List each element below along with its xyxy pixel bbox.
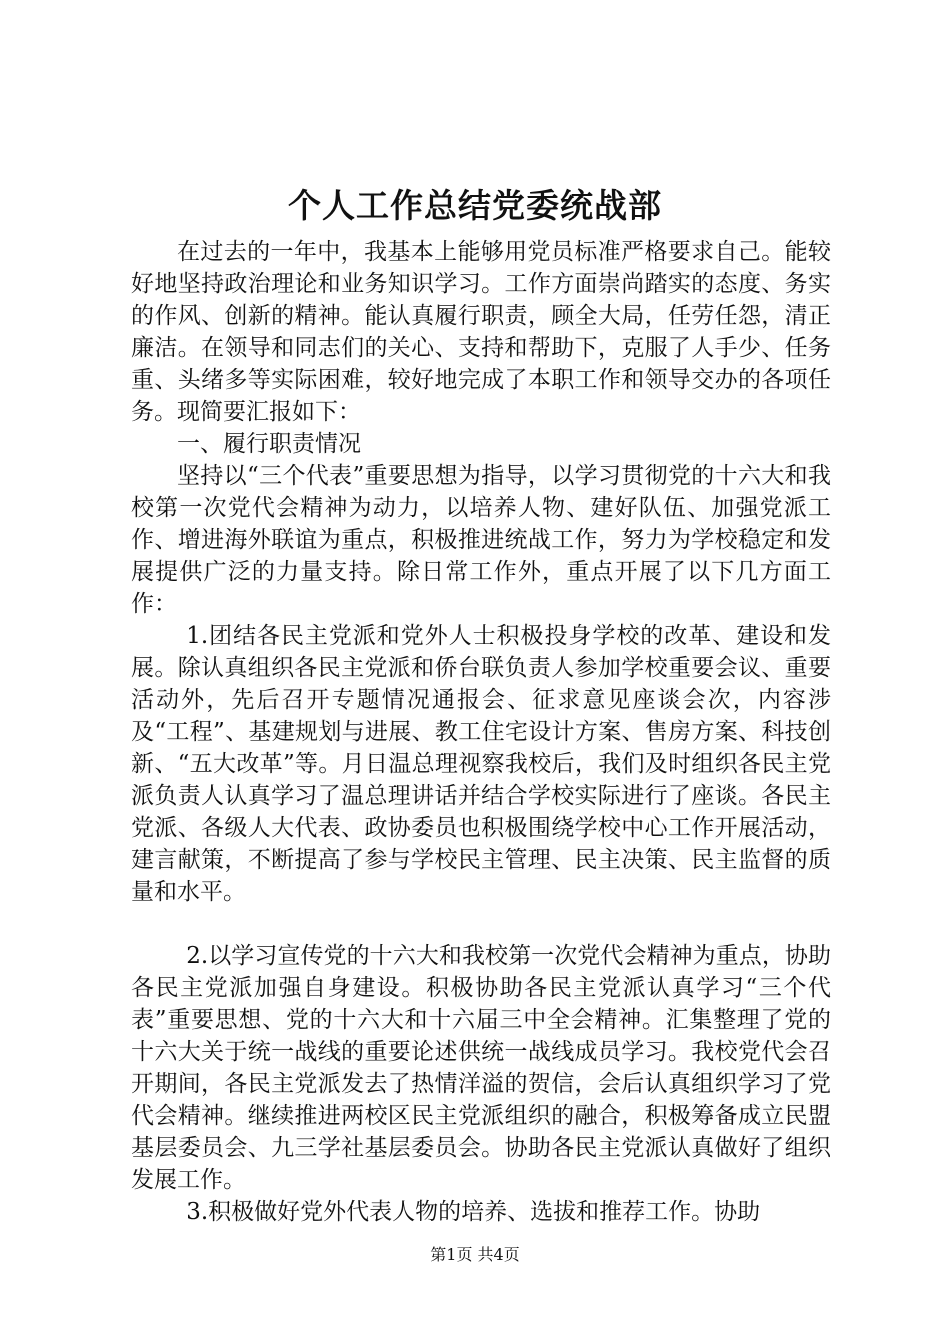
document-body (131, 236, 831, 1228)
section-heading: 一、履行职责情况 (177, 431, 361, 457)
item-paragraph-2: 2.以学习宣传党的十六大和我校第一次党代会精神为重点，协助各民主党派加强自身建设。积极协助各民主党派认真学习“三个代表”重要思想、党的十六大和十六届三中全会精神。汇集整理了党的十六大关于统一战线的重要论述供统一战线成员学习。我校党代会召开期间，各民主党派发去了热情洋溢的贺信，会后认真组织学习了党代会精神。继续推进两校区民主党派组织的融合，积极筹备成立民盟基层委员会、九三学社基层委员会。协助各民主党派认真做好了组织发展工作。 (131, 943, 831, 1193)
item-paragraph-3: 3.积极做好党外代表人物的培养、选拔和推荐工作。协助 (186, 1199, 761, 1225)
document-title: 个人工作总结党委统战部 (288, 186, 662, 225)
overview-paragraph: 坚持以“三个代表”重要思想为指导，以学习贯彻党的十六大和我校第一次党代会精神为动力，以培养人物、建好队伍、加强党派工作、增进海外联谊为重点，积极推进统战工作，努力为学校稳定和发展提供广泛的力量支持。除日常工作外，重点开展了以下几方面工作： (131, 463, 831, 617)
page-number-footer: 第1页 共4页 (430, 1245, 520, 1264)
intro-paragraph: 在过去的一年中，我基本上能够用党员标准严格要求自己。能较好地坚持政治理论和业务知识学习。工作方面崇尚踏实的态度、务实的作风、创新的精神。能认真履行职责，顾全大局，任劳任怨，清正廉洁。在领导和同志们的关心、支持和帮助下，克服了人手少、任务重、头绪多等实际困难，较好地完成了本职工作和领导交办的各项任务。现简要汇报如下： (131, 239, 831, 425)
item-paragraph-1: 1.团结各民主党派和党外人士积极投身学校的改革、建设和发展。除认真组织各民主党派和侨台联负责人参加学校重要会议、重要活动外，先后召开专题情况通报会、征求意见座谈会次，内容涉及“工程”、基建规划与进展、教工住宅设计方案、售房方案、科技创新、“五大改革”等。月日温总理视察我校后，我们及时组织各民主党派负责人认真学习了温总理讲话并结合学校实际进行了座谈。各民主党派、各级人大代表、政协委员也积极围绕学校中心工作开展活动，建言献策，不断提高了参与学校民主管理、民主决策、民主监督的质量和水平。 (131, 623, 831, 905)
